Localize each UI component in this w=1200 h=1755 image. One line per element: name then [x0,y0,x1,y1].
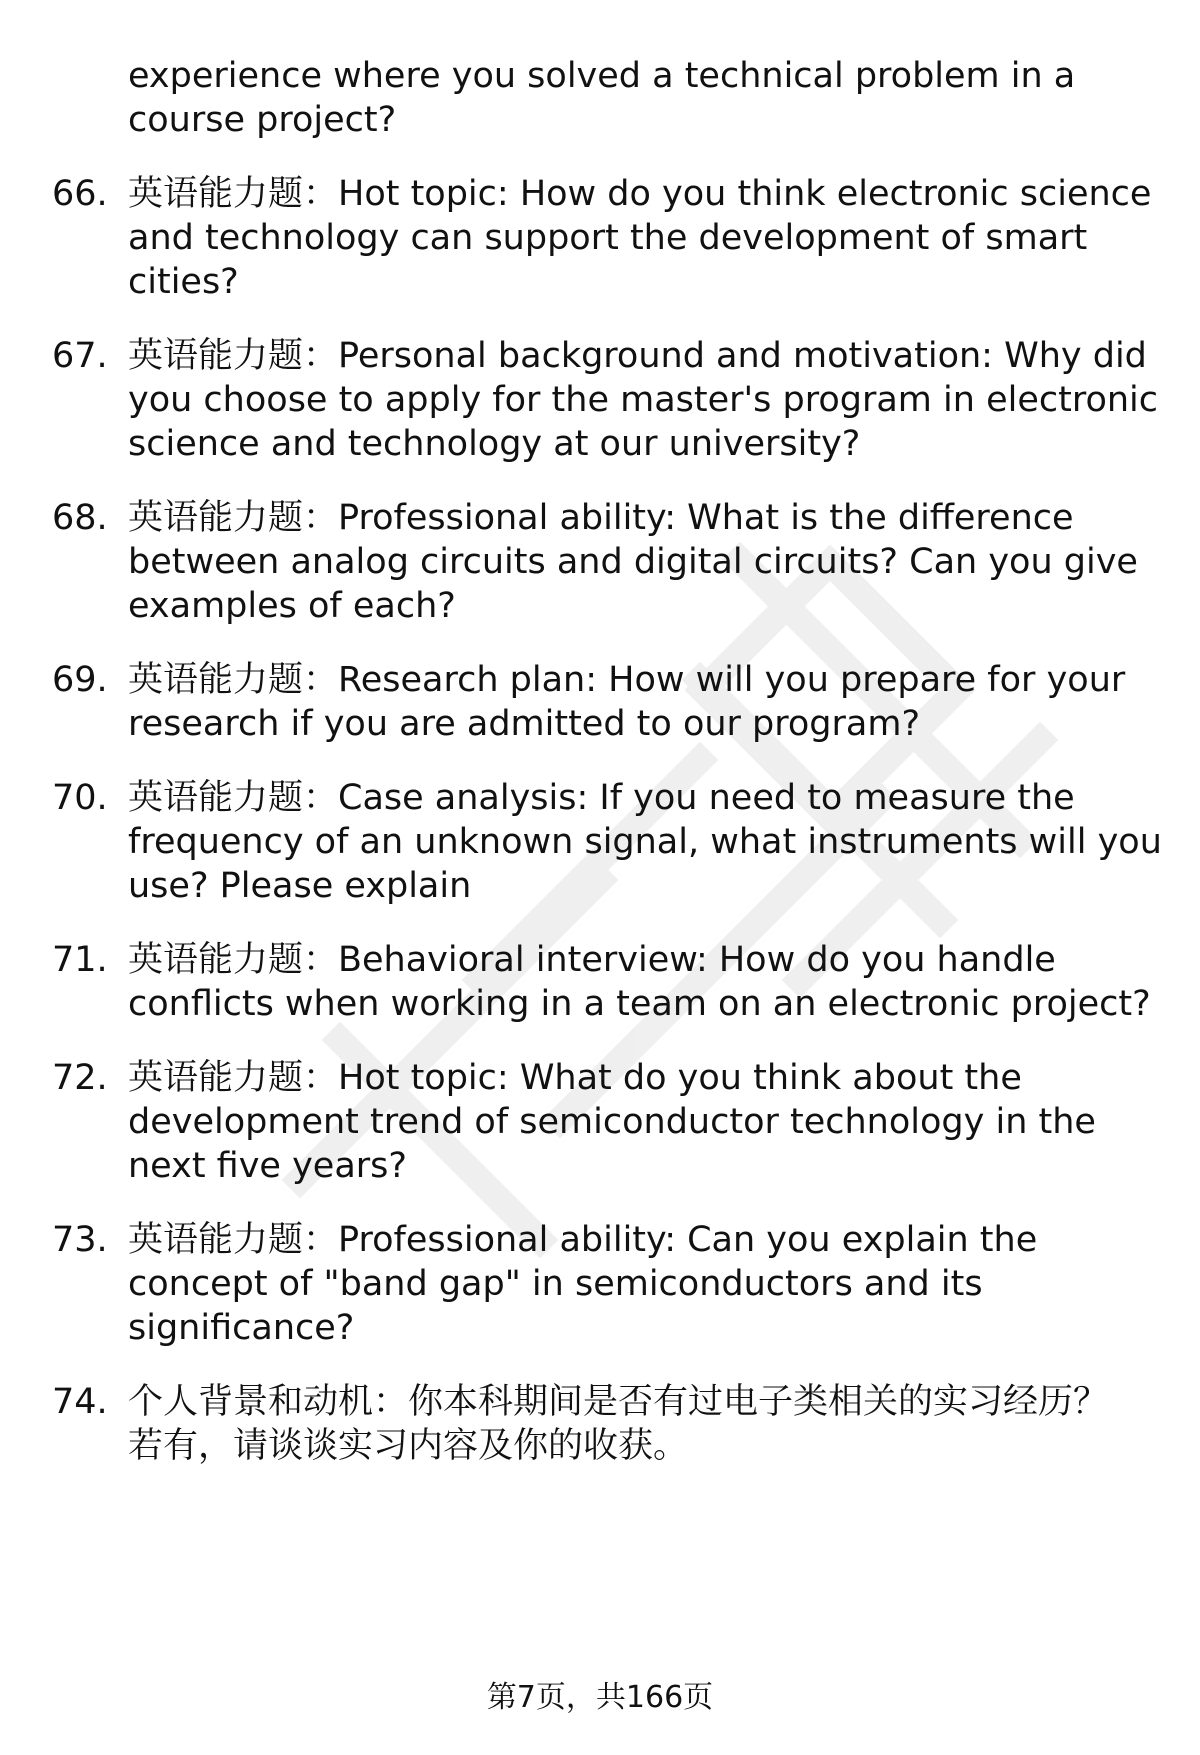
question-text-line: concept of "band gap" in semiconductors and its [128,1264,983,1304]
question-text-line: 英语能力题：Hot topic: What do you think about the [128,1058,1022,1098]
question-number: 70. [52,778,108,818]
question-text-line: conflicts when working in a team on an electronic project? [128,984,1151,1024]
question-text-line: science and technology at our university? [128,424,861,464]
question-text-line: examples of each? [128,586,456,626]
question-text-line: 英语能力题：Research plan: How will you prepare for your [128,660,1126,700]
question-text-line: development trend of semiconductor technology in the [128,1102,1096,1142]
question-text-line: and technology can support the development of smart [128,218,1088,258]
question-text-line: research if you are admitted to our program? [128,704,921,744]
question-text-line: 英语能力题：Personal background and motivation: Why did [128,336,1147,376]
question-text-line: cities? [128,262,239,302]
question-text-line: 英语能力题：Behavioral interview: How do you handle [128,940,1056,980]
question-text-line: between analog circuits and digital circuits? Can you give [128,542,1138,582]
question-text-line: significance? [128,1308,355,1348]
question-number: 73. [52,1220,108,1260]
question-number: 74. [52,1382,108,1422]
question-number: 72. [52,1058,108,1098]
question-text-line: 英语能力题：Hot topic: How do you think electronic science [128,174,1152,214]
question-number: 68. [52,498,108,538]
question-number: 67. [52,336,108,376]
question-text-line: use? Please explain [128,866,472,906]
question-text-line: course project? [128,100,397,140]
question-text-line: experience where you solved a technical problem in a [128,56,1076,96]
question-text-line: 英语能力题：Professional ability: What is the difference [128,498,1074,538]
question-text-line: 英语能力题：Professional ability: Can you explain the [128,1220,1038,1260]
page-number-footer: 第7页，共166页 [486,1680,714,1715]
question-number: 69. [52,660,108,700]
question-text-line: 英语能力题：Case analysis: If you need to measure the [128,778,1075,818]
question-text-line: 若有，请谈谈实习内容及你的收获。 [128,1426,689,1466]
question-text-line: next five years? [128,1146,407,1186]
question-number: 66. [52,174,108,214]
question-number: 71. [52,940,108,980]
question-text-line: 个人背景和动机：你本科期间是否有过电子类相关的实习经历？ [128,1382,1109,1422]
question-text-line: frequency of an unknown signal, what instruments will you [128,822,1162,862]
question-text-line: you choose to apply for the master's program in electronic [128,380,1159,420]
